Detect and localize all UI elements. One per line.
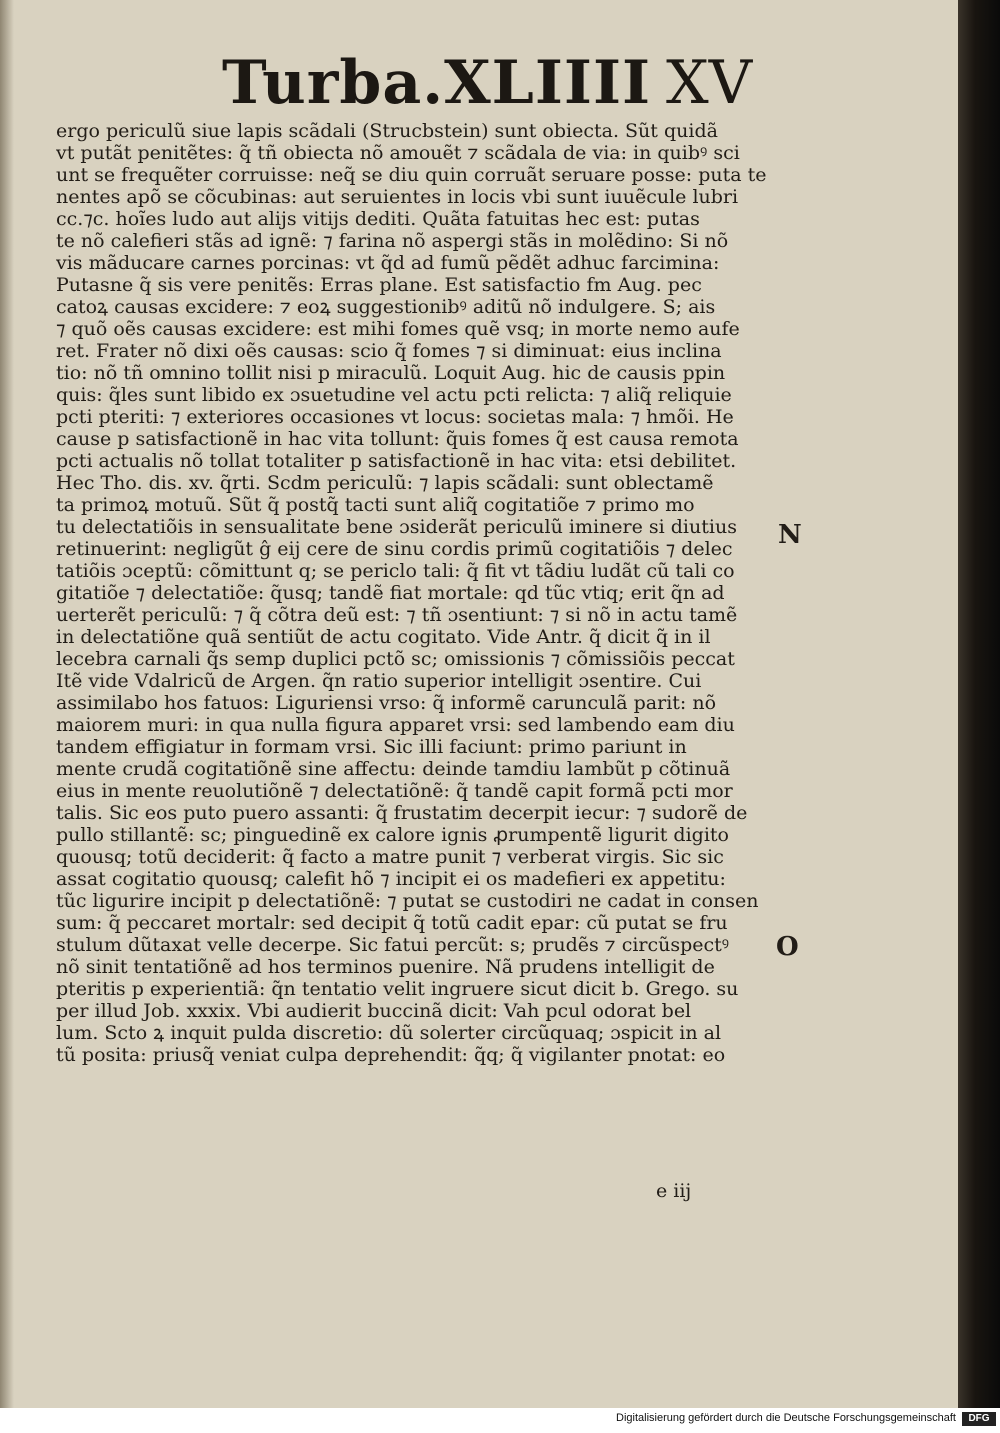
text-line: quousq; totũ deciderit: q̃ facto a matre punit ⁊ verberat virgis. Sic sic xyxy=(56,846,724,868)
text-line: assat cogitatio quousq; calefit hõ ⁊ incipit ei os madefieri ex appetitu: xyxy=(56,868,726,890)
text-line: cause p satisfactionẽ in hac vita tollunt: q̃uis fomes q̃ est causa remota xyxy=(56,428,739,450)
margin-note-n: N xyxy=(778,520,802,550)
text-line: vis mãducare carnes porcinas: vt q̃d ad fumũ pẽdẽt adhuc farcimina: xyxy=(56,252,720,274)
text-line: in delectatiõne quã sentiũt de actu cogitato. Vide Antr. q̃ dicit q̃ in il xyxy=(56,626,711,648)
signature-mark: e iij xyxy=(656,1180,692,1202)
text-line: Itẽ vide Vdalricũ de Argen. q̃n ratio superior intelligit ɔsentire. Cui xyxy=(56,670,702,692)
text-line: uerterẽt periculũ: ⁊ q̃ cõtra deũ est: ⁊ tñ ɔsentiunt: ⁊ si nõ in actu tamẽ xyxy=(56,604,738,626)
text-line: tu delectatiõis in sensualitate bene ɔsiderãt periculũ iminere si diutius xyxy=(56,516,737,538)
text-line: nentes apõ se cõcubinas: aut seruientes in locis vbi sunt iuuẽcule lubri xyxy=(56,186,739,208)
book-spine xyxy=(958,0,1000,1408)
text-line: tũ posita: priusq̃ veniat culpa deprehendit: q̃q; q̃ vigilanter pnotat: eo xyxy=(56,1044,726,1066)
text-line: ergo periculũ siue lapis scãdali (Strucbstein) sunt obiecta. Sũt quidã xyxy=(56,120,718,142)
text-line: pteritis p experientiã: q̃n tentatio velit ingruere sicut dicit b. Grego. su xyxy=(56,978,739,1000)
text-line: vt putãt penitẽtes: q̃ tñ obiecta nõ amouẽt ⁊ scãdala de via: in quibꝰ sci xyxy=(56,142,740,164)
text-line: pcti pteriti: ⁊ exteriores occasiones vt locus: societas mala: ⁊ hmõi. He xyxy=(56,406,734,428)
text-line: nõ sinit tentatiõnẽ ad hos terminos puenire. Nã prudens intelligit de xyxy=(56,956,715,978)
text-line: stulum dũtaxat velle decerpe. Sic fatui percũt: s; prudẽs ⁊ circũspectꝰ xyxy=(56,934,730,956)
margin-note-o: O xyxy=(776,932,799,962)
text-line: retinuerint: negligũt ĝ eij cere de sinu cordis primũ cogitatiõis ⁊ delec xyxy=(56,538,733,560)
text-line: catoꝝ causas excidere: ⁊ eoꝝ suggestionibꝰ aditũ nõ indulgere. S; ais xyxy=(56,296,716,318)
text-line: assimilabo hos fatuos: Liguriensi vrso: q̃ informẽ carunculã parit: nõ xyxy=(56,692,717,714)
text-line: gitatiõe ⁊ delectatiõe: q̃usq; tandẽ fiat mortale: qd tũc vtiq; erit q̃n ad xyxy=(56,582,725,604)
text-line: lum. Scto ꝝ inquit pulda discretio: dũ solerter circũquaq; ɔspicit in al xyxy=(56,1022,722,1044)
running-header xyxy=(0,48,958,128)
dfg-logo: DFG xyxy=(962,1412,996,1426)
text-line: mente crudã cogitatiõnẽ sine affectu: deinde tamdiu lambũt p cõtinuã xyxy=(56,758,731,780)
text-line: tũc ligurire incipit p delectatiõnẽ: ⁊ putat se custodiri ne cadat in consen xyxy=(56,890,759,912)
text-line: cc.⁊c. hoĩes ludo aut alijs vitijs dediti. Quãta fatuitas hec est: putas xyxy=(56,208,700,230)
text-line: ta primoꝝ motuũ. Sũt q̃ postq̃ tacti sunt aliq̃ cogitatiõe ⁊ primo mo xyxy=(56,494,695,516)
text-line: ⁊ quõ oẽs causas excidere: est mihi fomes quẽ vsq; in morte nemo aufe xyxy=(56,318,740,340)
text-line: quis: q̃les sunt libido ex ɔsuetudine vel actu pcti relicta: ⁊ aliq̃ reliquie xyxy=(56,384,732,406)
text-line: Putasne q̃ sis vere penitẽs: Erras plane. Est satisfactio fm Aug. pec xyxy=(56,274,702,296)
text-line: Hec Tho. dis. xv. q̃rti. Scdm periculũ: ⁊ lapis scãdali: sunt oblectamẽ xyxy=(56,472,714,494)
text-line: tatiõis ɔceptũ: cõmittunt q; se periclo tali: q̃ fit vt tãdiu ludãt cũ tali co xyxy=(56,560,735,582)
text-line: tio: nõ tñ omnino tollit nisi p miraculũ. Loquit Aug. hic de causis ppin xyxy=(56,362,726,384)
footer-bar xyxy=(0,1408,1000,1433)
folio-number: XV xyxy=(666,48,753,118)
text-line: per illud Job. xxxix. Vbi audierit buccinã dicit: Vah pcul odorat bel xyxy=(56,1000,692,1022)
funding-credit: Digitalisierung gefördert durch die Deutsche Forschungsgemeinschaft xyxy=(616,1412,956,1424)
page-title: Turba.XLIIII xyxy=(222,48,652,118)
text-line: ret. Frater nõ dixi oẽs causas: scio q̃ fomes ⁊ si diminuat: eius inclina xyxy=(56,340,722,362)
text-line: pullo stillantẽ: sc; pinguedinẽ ex calore ignis ꝓrumpentẽ ligurit digito xyxy=(56,824,729,846)
text-line: te nõ calefieri stãs ad ignẽ: ⁊ farina nõ aspergi stãs in molẽdino: Si nõ xyxy=(56,230,729,252)
text-line: pcti actualis nõ tollat totaliter p satisfactionẽ in hac vita: etsi debilitet. xyxy=(56,450,737,472)
text-line: tandem effigiatur in formam vrsi. Sic illi faciunt: primo pariunt in xyxy=(56,736,687,758)
text-line: maiorem muri: in qua nulla figura apparet vrsi: sed lambendo eam diu xyxy=(56,714,735,736)
text-line: unt se frequẽter corruisse: neq̃ se diu quin corruãt seruare posse: puta te xyxy=(56,164,767,186)
text-line: lecebra carnali q̃s semp duplici pctõ sc; omissionis ⁊ cõmissiõis peccat xyxy=(56,648,735,670)
text-line: sum: q̃ peccaret mortalr: sed decipit q̃ totũ cadit epar: cũ putat se fru xyxy=(56,912,728,934)
text-line: talis. Sic eos puto puero assanti: q̃ frustatim decerpit iecur: ⁊ sudorẽ de xyxy=(56,802,748,824)
text-line: eius in mente reuolutiõnẽ ⁊ delectatiõnẽ: q̃ tandẽ capit formã pcti mor xyxy=(56,780,733,802)
text-block xyxy=(56,120,776,1066)
